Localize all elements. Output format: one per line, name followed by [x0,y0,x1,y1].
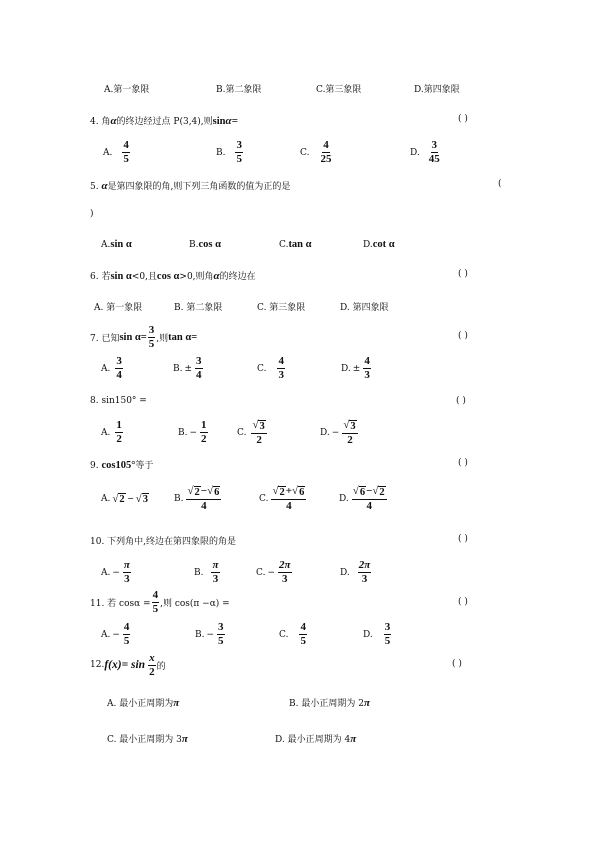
q9-option-d: D. √ 6 − √ 2 4 [339,485,385,513]
q8-option-c: C. √ 3 2 [237,419,265,447]
q4-stem: 4. 角α的终边经过点 P(3,4),则sinα= [90,115,238,127]
q11-stem: 11. 若 cosα = $\frac{4}{5}$ ,则 cos(π −α) = [90,588,230,615]
q7-option-c: C. $\frac{4}{3}$ [257,355,284,381]
q10-option-d: D. $\frac{2\pi}{3}$ [340,559,371,585]
q4-option-c: C. $\frac{4}{25}$ [300,139,332,165]
q11-options [101,620,501,652]
q7-option-b: B. ± $\frac{3}{4}$ [173,355,202,381]
q4-option-b: B. $\frac{3}{5}$ [216,139,242,165]
q3-option-b: B.第二象限 [216,85,262,95]
q10-option-a: A. − $\frac{\pi}{3}$ [101,559,130,585]
q12-option-d: D. 最小正周期为 4π [275,733,357,745]
q12-answer-paren[interactable]: ( ) [452,659,462,669]
q6-option-c: C. 第三象限 [257,303,306,313]
q6-stem: 6. 若sin α<0,且cos α>0,则角α的终边在 [90,270,256,282]
q11-option-d: D. $\frac{3}{5}$ [363,621,391,647]
q3-option-d: D.第四象限 [414,85,460,95]
q6-option-d: D. 第四象限 [340,303,389,313]
q3-option-a: A.第一象限 [104,85,150,95]
q12-option-b: B. 最小正周期为 2π [289,697,370,709]
q7-stem: 7. 已知 sin α= $\frac{3}{5}$ ,则 tan α= [90,323,198,350]
q5-option-d: D.cot α [363,239,395,250]
q9-options [101,484,521,520]
q12-stem: 12. f(x)= sin $\frac{x}{2}$ 的 [90,651,166,678]
q9-stem: 9. cos105°等于 [90,460,154,471]
q5-options [101,239,501,253]
q7-answer-paren[interactable]: ( ) [458,331,468,341]
q9-answer-paren[interactable]: ( ) [458,458,468,468]
q5-stem: 5. α是第四象限的角,则下列三角函数的值为正的是 [90,180,291,192]
q6-answer-paren[interactable]: ( ) [458,269,468,279]
q7-option-a: A. $\frac{3}{4}$ [101,355,122,381]
q5-option-c: C.tan α [279,239,312,250]
q5-answer-paren-open[interactable]: ( [498,179,502,189]
q10-answer-paren[interactable]: ( ) [458,534,468,544]
q11-option-b: B. − $\frac{3}{5}$ [195,621,224,647]
q11-option-c: C. $\frac{4}{5}$ [279,621,306,647]
q6-option-a: A. 第一象限 [94,303,143,313]
q8-answer-paren[interactable]: ( ) [456,396,466,406]
q7-option-d: D. ± $\frac{4}{3}$ [341,355,370,381]
q12-option-c: C. 最小正周期为 3π [107,733,188,745]
q9-option-a: A. √ 2 − √ 3 [101,493,148,505]
alpha-symbol: α [110,115,117,127]
q10-options [101,558,501,590]
q11-answer-paren[interactable]: ( ) [458,597,468,607]
q10-option-c: C. − $\frac{2\pi}{3}$ [256,559,291,585]
q7-options [101,354,501,386]
q11-option-a: A. − $\frac{4}{5}$ [101,621,130,647]
q4-options [103,136,503,168]
q10-option-b: B. $\frac{\pi}{3}$ [194,559,219,585]
q8-stem: 8. sin150° = [90,396,147,406]
q5-answer-paren-close[interactable]: ) [90,209,94,219]
q10-stem: 10. 下列角中,终边在第四象限的角是 [90,537,237,547]
q5-option-a: A.sin α [101,239,132,250]
q5-option-b: B.cos α [189,239,221,250]
q8-options [101,418,501,450]
q6-option-b: B. 第二象限 [174,303,223,313]
q4-answer-paren[interactable]: ( ) [458,114,468,124]
q8-option-b: B. − $\frac{1}{2}$ [178,419,207,445]
q6-options [94,300,494,314]
q12-option-a: A. 最小正周期为π [107,697,180,709]
q9-option-c: C. √ 2 + √ 6 4 [259,485,305,513]
q9-option-b: B. √ 2 − √ 6 4 [174,485,220,513]
q4-option-d: D. $\frac{3}{45}$ [410,139,440,165]
q8-option-d: D. − √ 3 2 [320,419,356,447]
q3-option-c: C.第三象限 [316,85,362,95]
q4-option-a: A. $\frac{4}{5}$ [103,139,129,165]
q8-option-a: A. $\frac{1}{2}$ [101,419,122,445]
